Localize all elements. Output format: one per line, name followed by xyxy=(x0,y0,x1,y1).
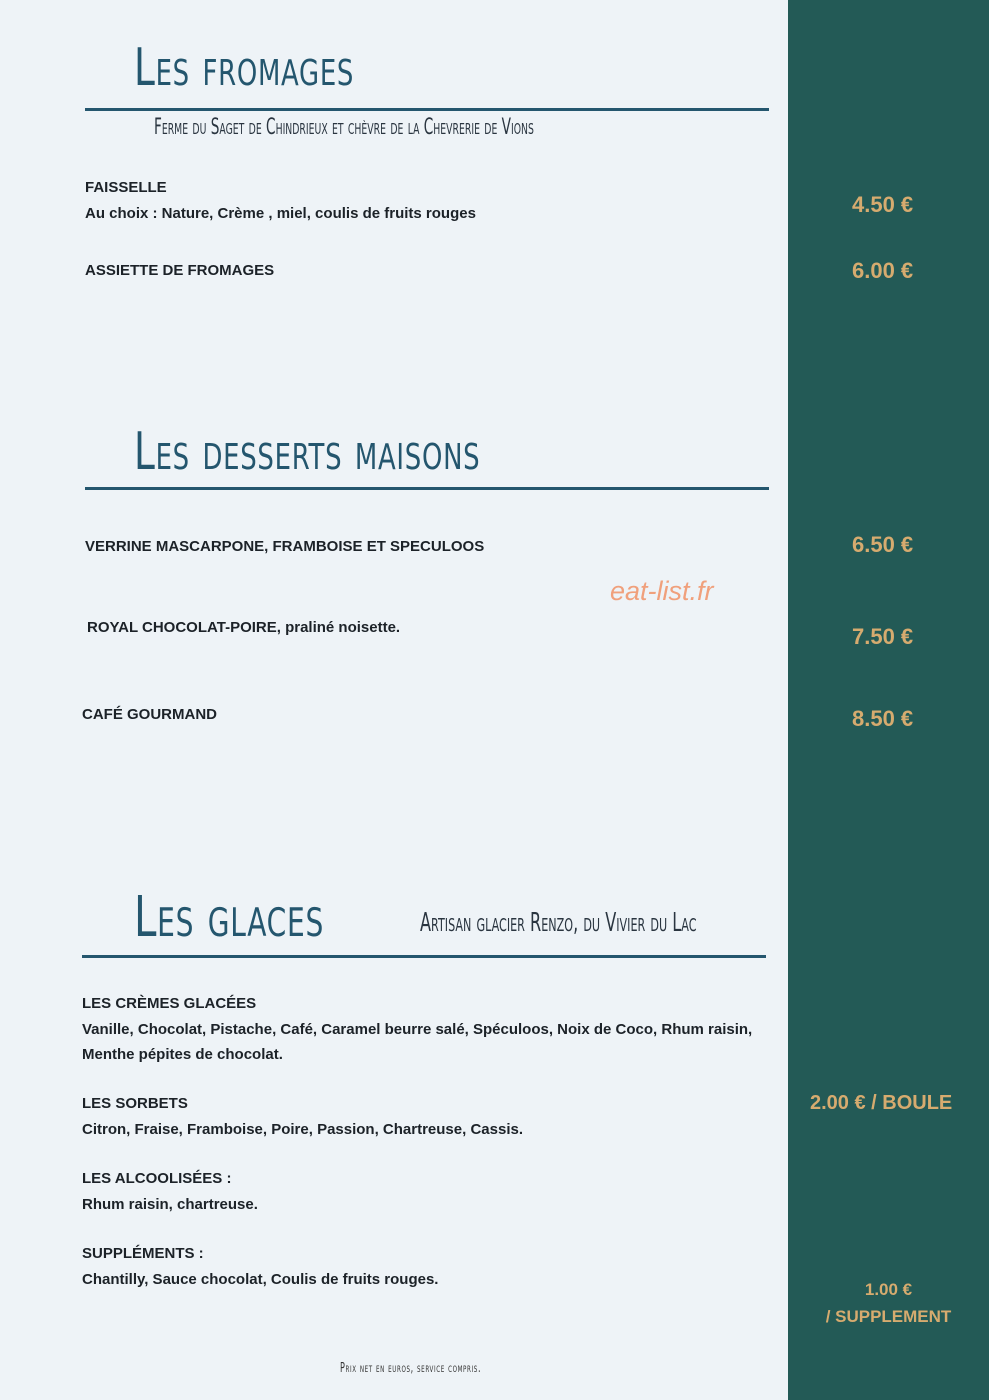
sorbets-name: LES SORBETS xyxy=(82,1095,188,1112)
royal-price: 7.50 € xyxy=(852,624,914,649)
cafe-gourmand-name: CAFÉ GOURMAND xyxy=(82,706,217,723)
assiette-fromages-price: 6.00 € xyxy=(852,258,914,283)
faisselle-name: FAISSELLE xyxy=(85,179,167,196)
verrine-name: VERRINE MASCARPONE, FRAMBOISE ET SPECULOOS xyxy=(85,538,485,555)
cremes-glacees-name: LES CRÈMES GLACÉES xyxy=(82,995,257,1012)
assiette-fromages-name: ASSIETTE DE FROMAGES xyxy=(85,262,275,279)
sorbets-desc: Citron, Fraise, Framboise, Poire, Passion, Chartreuse, Cassis. xyxy=(82,1121,523,1138)
glaces-subtitle: Artisan glacier Renzo, du Vivier du Lac xyxy=(420,908,697,938)
alcoolisees-desc: Rhum raisin, chartreuse. xyxy=(82,1196,258,1213)
supplements-desc: Chantilly, Sauce chocolat, Coulis de fruits rouges. xyxy=(82,1271,439,1288)
fromages-title: Les fromages xyxy=(134,38,355,98)
cremes-glacees-desc: Vanille, Chocolat, Pistache, Café, Caramel beurre salé, Spéculoos, Noix de Coco, Rhum raisin, Menthe pépites de chocolat. xyxy=(82,1021,753,1063)
boule-price: 2.00 € / BOULE xyxy=(810,1092,953,1114)
glaces-title: Les glaces xyxy=(134,885,324,950)
fromages-rule xyxy=(85,108,769,111)
royal-name: ROYAL CHOCOLAT-POIRE, praliné noisette. xyxy=(87,619,401,636)
supplement-price-amount: 1.00 € xyxy=(864,1280,913,1299)
supplement-price xyxy=(788,1276,989,1330)
fromages-subtitle: Ferme du Saget de Chindrieux et chèvre de la Chevrerie de Vions xyxy=(154,115,534,140)
watermark-text: eat-list.fr xyxy=(610,576,714,606)
cafe-gourmand-price: 8.50 € xyxy=(852,706,914,731)
supplements-name: SUPPLÉMENTS : xyxy=(82,1245,204,1262)
verrine-price: 6.50 € xyxy=(852,532,914,557)
glaces-rule xyxy=(82,955,766,958)
faisselle-price: 4.50 € xyxy=(852,192,914,217)
faisselle-desc: Au choix : Nature, Crème , miel, coulis de fruits rouges xyxy=(85,205,476,222)
alcoolisees-name: LES ALCOOLISÉES : xyxy=(82,1170,232,1187)
desserts-title: Les desserts maisons xyxy=(134,422,481,482)
supplement-price-unit: / SUPPLEMENT xyxy=(825,1307,952,1326)
desserts-rule xyxy=(85,487,769,490)
footer-note: Prix net en euros, service compris. xyxy=(340,1361,482,1376)
